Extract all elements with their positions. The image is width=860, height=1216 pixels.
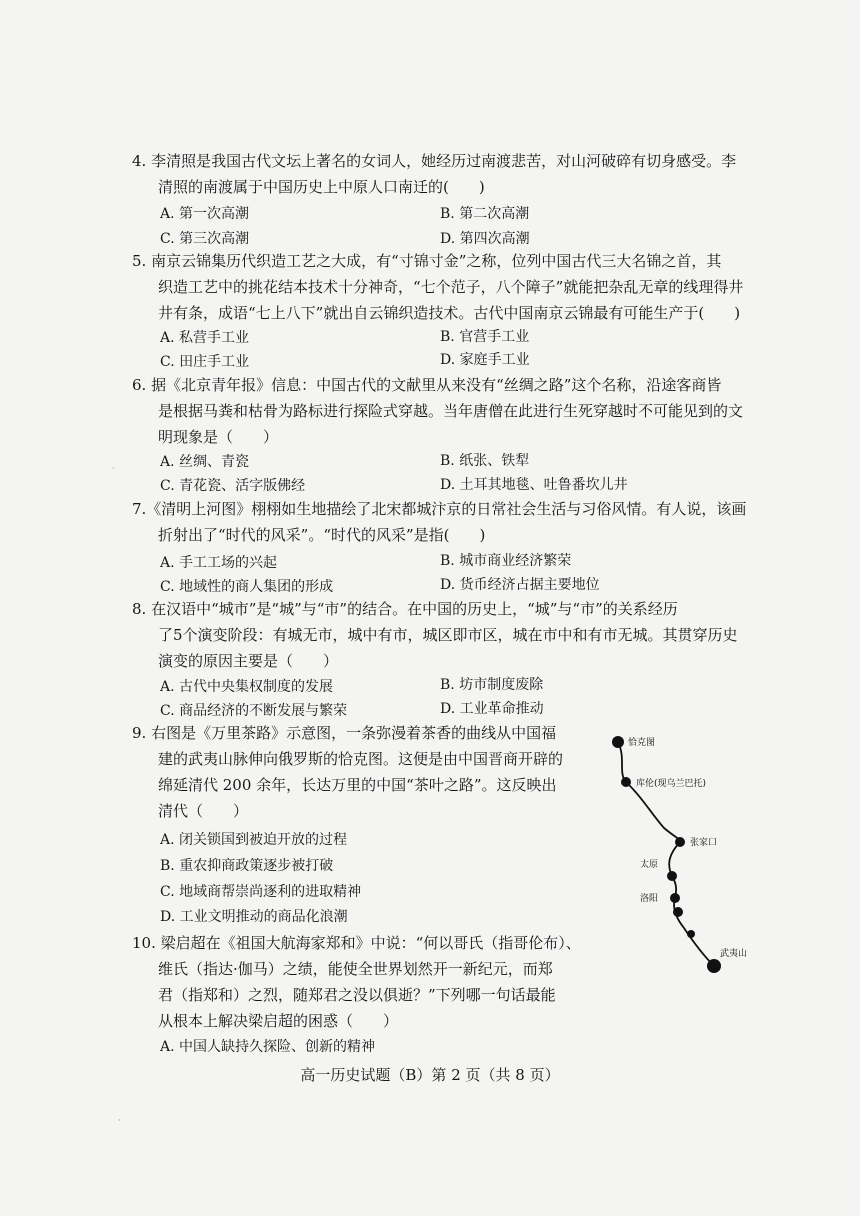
question-4-option-d: D. 第四次高潮 [440,231,530,247]
page-footer: 高一历史试题（B）第 2 页（共 8 页） [300,1066,560,1084]
question-10-line-4: 从根本上解决梁启超的困惑（ ） [158,1012,399,1030]
city-dot-wuyishan [707,959,721,973]
place-label-luoyang: 洛阳 [640,894,659,904]
question-4-option-b: B. 第二次高潮 [440,206,530,222]
question-10 [132,930,581,1034]
question-8 [132,596,738,674]
question-10-line-1: 10. 梁启超在《祖国大航海家郑和》中说：“何以哥氏（指哥伦布）、 [132,934,581,952]
question-7 [132,496,746,548]
question-6-line-1: 6. 据《北京青年报》信息：中国古代的文献里从来没有“丝绸之路”这个名称，沿途客商皆 [132,376,722,394]
question-8-option-d: D. 工业革命推动 [440,701,544,717]
question-7-option-c: C. 地域性的商人集团的形成 [160,579,334,595]
place-label-kyakhta: 恰克图 [628,738,656,748]
scan-speck: · [118,1116,121,1125]
tea-road-route [618,742,714,966]
question-6-option-a: A. 丝绸、青瓷 [160,454,250,470]
question-9-option-b: B. 重农抑商政策逐步被打破 [160,858,334,874]
question-5 [132,248,743,326]
question-4-option-a: A. 第一次高潮 [160,206,250,222]
question-7-line-2: 折射出了“时代的风采”。“时代的风采”是指( ) [158,526,486,544]
city-dot-taiyuan [667,871,677,881]
question-8-line-3: 演变的原因主要是（ ） [158,652,339,670]
question-5-line-1: 5. 南京云锦集历代织造工艺之大成，有“寸锦寸金”之称，位列中国古代三大名锦之首，其 [132,252,722,270]
question-9-line-1: 9. 右图是《万里茶路》示意图，一条弥漫着茶香的曲线从中国福 [132,724,557,742]
city-dot-midway [673,907,683,917]
question-9-option-c: C. 地域商帮崇尚逐利的进取精神 [160,884,362,900]
tea-road-map [596,728,756,980]
question-6-line-2: 是根据马粪和枯骨为路标进行探险式穿越。当年唐僧在此进行生死穿越时不可能见到的文 [158,402,744,420]
question-7-option-d: D. 货币经济占据主要地位 [440,577,600,593]
question-9-option-a: A. 闭关锁国到被迫开放的过程 [160,832,348,848]
question-8-option-a: A. 古代中央集权制度的发展 [160,679,334,695]
question-6-option-d: D. 土耳其地毯、吐鲁番坎儿井 [440,477,628,493]
question-9 [132,720,563,824]
question-5-line-2: 织造工艺中的挑花结本技术十分神奇，“七个范子，八个障子”就能把杂乱无章的线理得井 [158,278,744,296]
question-8-option-b: B. 坊市制度废除 [440,677,544,693]
question-9-line-4: 清代（ ） [158,802,249,820]
question-5-option-b: B. 官营手工业 [440,329,530,345]
question-8-line-2: 了5个演变阶段：有城无市，城中有市，城区即市区，城在市中和有市无城。其贯穿历史 [158,626,738,644]
scan-speck: · [112,464,115,473]
question-7-option-b: B. 城市商业经济繁荣 [440,553,572,569]
question-4 [132,148,736,200]
question-6-option-c: C. 青花瓷、活字版佛经 [160,478,306,494]
city-dot-zhangjiakou [675,837,685,847]
question-10-line-2: 维氏（指达·伽马）之绩，能使全世界划然开一新纪元，而郑 [158,960,553,978]
question-9-option-d: D. 工业文明推动的商品化浪潮 [160,909,348,925]
question-7-line-1: 7.《清明上河图》栩栩如生地描绘了北宋都城汴京的日常社会生活与习俗风情。有人说，该画 [132,500,747,518]
question-6-option-b: B. 纸张、铁犁 [440,453,530,469]
question-8-line-1: 8. 在汉语中“城市”是“城”与“市”的结合。在中国的历史上，“城”与“市”的关系经历 [132,600,678,618]
question-4-line-1: 4. 李清照是我国古代文坛上著名的女词人，她经历过南渡悲苦，对山河破碎有切身感受。李 [132,152,737,170]
question-7-option-a: A. 手工工场的兴起 [160,555,278,571]
question-10-line-3: 君（指郑和）之烈，随郑君之没以俱逝？”下列哪一句话最能 [158,986,556,1004]
question-5-option-a: A. 私营手工业 [160,330,250,346]
city-dot-kulun [621,777,631,787]
city-dot-kyakhta [612,736,624,748]
question-9-line-2: 建的武夷山脉伸向俄罗斯的恰克图。这便是由中国晋商开辟的 [158,750,564,768]
place-label-zhangjiakou: 张家口 [690,838,718,848]
city-dot-midway-2 [687,930,695,938]
place-label-taiyuan: 太原 [640,860,659,870]
question-10-option-a: A. 中国人缺持久探险、创新的精神 [160,1039,376,1055]
place-label-kulun: 库伦(现乌兰巴托) [636,779,707,789]
question-8-option-c: C. 商品经济的不断发展与繁荣 [160,703,348,719]
question-9-line-3: 绵延清代 200 余年，长达万里的中国“茶叶之路”。这反映出 [158,776,557,794]
question-5-line-3: 井有条，成语“七上八下”就出自云锦织造技术。古代中国南京云锦最有可能生产于( ) [158,304,741,322]
question-5-option-d: D. 家庭手工业 [440,352,530,368]
question-6-line-3: 明现象是（ ） [158,428,279,446]
question-6 [132,372,743,450]
question-4-line-2: 清照的南渡属于中国历史上中原人口南迁的( ) [158,178,485,196]
question-4-option-c: C. 第三次高潮 [160,231,250,247]
place-label-wuyishan: 武夷山 [720,949,748,959]
question-5-option-c: C. 田庄手工业 [160,354,250,370]
city-dot-luoyang [670,893,680,903]
